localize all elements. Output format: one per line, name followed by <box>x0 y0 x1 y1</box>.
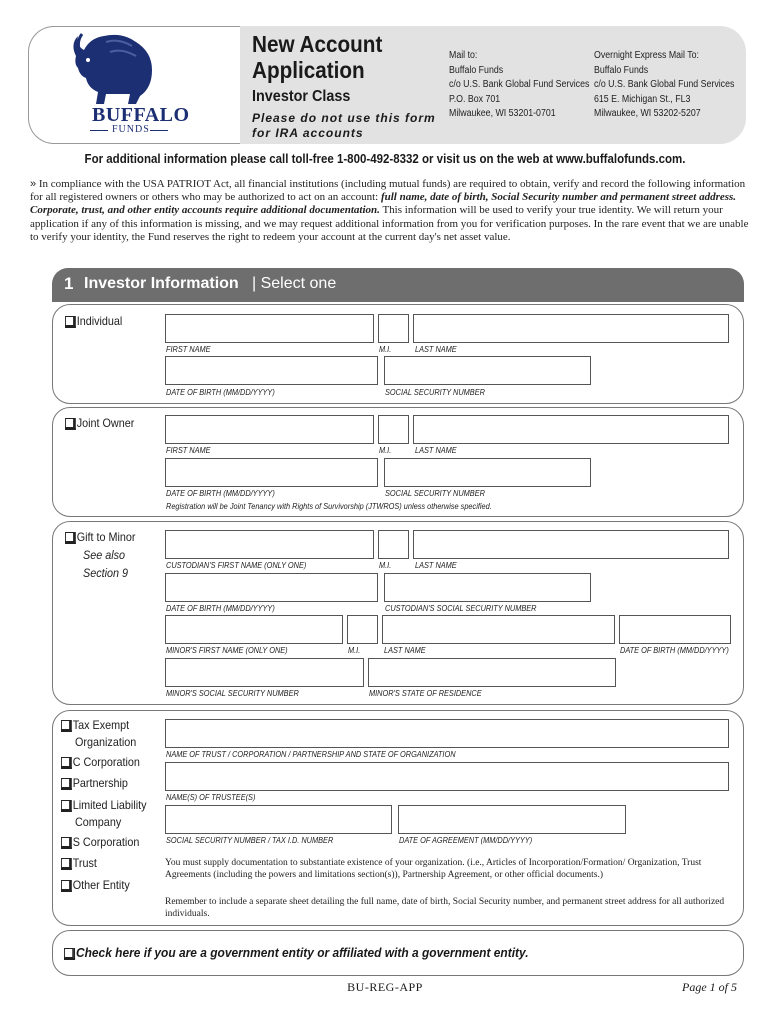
overnight-line: Overnight Express Mail To: <box>594 50 699 61</box>
gift-to-minor-label: Gift to Minor <box>76 530 136 544</box>
trust-option[interactable] <box>61 854 97 872</box>
checkbox-icon <box>61 757 70 767</box>
partnership-label: Partnership <box>72 776 128 790</box>
last-name-label: LAST NAME <box>415 345 457 354</box>
section-ref-text[interactable]: Section 9 <box>83 566 129 580</box>
government-entity-option[interactable] <box>64 945 529 960</box>
mi-label: M.I. <box>379 561 392 570</box>
patriot-text-2: This information will be used to verify your true identity. We will return your application if any of this information is missing, and we may request additional information from you for verification purposes. In the rare event that we are unable to verify your identity, the Fund reserves the right to redeem your account at the current day's net asset value. <box>30 204 749 243</box>
patriot-text-1: In compliance with the USA PATRIOT Act, all financial institutions (including mutual funds) are required to obtain, verify and record the following information for all registered owners or others who may be authorized to act on an account: <box>30 178 746 204</box>
dob-label: DATE OF BIRTH (MM/DD/YYYY) <box>166 489 275 498</box>
logo-rule-right <box>150 130 168 131</box>
minor-first-name-label: MINOR'S FIRST NAME (ONLY ONE) <box>166 646 288 655</box>
tax-id-input[interactable] <box>165 805 392 834</box>
mail-line: Mail to: <box>449 50 478 61</box>
trust-label: Trust <box>72 856 97 870</box>
documentation-note: You must supply documentation to substantiate existence of your organization. (i.e., Articles of Incorporation/Formation/ Organization, Trust Agreements (including the powers and limitations section(s)), Partnership Agreement, or other official documents.) <box>165 858 702 880</box>
partnership-option[interactable] <box>61 774 128 792</box>
individual-option[interactable] <box>65 312 122 330</box>
s-corporation-label: S Corporation <box>72 835 140 849</box>
custodian-mi-input[interactable] <box>378 530 409 559</box>
checkbox-icon <box>65 418 74 428</box>
minor-first-name-input[interactable] <box>165 615 343 644</box>
joint-dob-input[interactable] <box>165 458 378 487</box>
first-name-label: FIRST NAME <box>166 345 211 354</box>
minor-dob-label: DATE OF BIRTH (MM/DD/YYYY) <box>620 646 729 655</box>
organization-label: Organization <box>75 735 137 749</box>
mail-line: c/o U.S. Bank Global Fund Services <box>449 79 590 90</box>
tax-exempt-label: Tax Exempt <box>72 718 130 732</box>
page-title <box>252 31 382 83</box>
last-name-label: LAST NAME <box>415 446 457 455</box>
patriot-act-notice <box>30 178 750 244</box>
joint-owner-label: Joint Owner <box>76 416 135 430</box>
section-select-hint: | Select one <box>252 275 337 292</box>
gift-to-minor-panel <box>52 521 744 705</box>
section-title: Investor Information <box>84 275 239 292</box>
minor-ssn-label: MINOR'S SOCIAL SECURITY NUMBER <box>166 689 299 698</box>
company-label: Company <box>75 815 122 829</box>
minor-ssn-input[interactable] <box>165 658 364 687</box>
minor-mi-input[interactable] <box>347 615 378 644</box>
jtwros-note: Registration will be Joint Tenancy with Rights of Survivorship (JTWROS) unless otherwise specified. <box>166 502 492 511</box>
individual-mi-input[interactable] <box>378 314 409 343</box>
other-entity-label: Other Entity <box>72 878 130 892</box>
overnight-line: 615 E. Michigan St., FL3 <box>594 93 691 105</box>
s-corporation-option[interactable] <box>61 833 139 851</box>
joint-owner-panel <box>52 407 744 517</box>
entity-panel <box>52 710 744 926</box>
dob-label: DATE OF BIRTH (MM/DD/YYYY) <box>166 604 275 613</box>
checkbox-icon <box>65 316 74 326</box>
mail-line: Milwaukee, WI 53201-0701 <box>449 108 556 119</box>
ira-line-2: for IRA accounts <box>252 126 364 140</box>
individual-last-name-input[interactable] <box>413 314 729 343</box>
overnight-line: Milwaukee, WI 53202-5207 <box>594 108 701 119</box>
trustees-input[interactable] <box>165 762 729 791</box>
overnight-address <box>594 49 734 122</box>
c-corporation-label: C Corporation <box>72 755 140 769</box>
joint-owner-option[interactable] <box>65 414 134 432</box>
contact-info: For additional information please call toll-free 1-800-492-8332 or visit us on the web at www.buffalofunds.com. <box>84 152 686 166</box>
first-name-label: FIRST NAME <box>166 446 211 455</box>
trustees-label: NAME(S) OF TRUSTEE(S) <box>166 793 256 802</box>
individual-ssn-input[interactable] <box>384 356 591 385</box>
checkbox-icon <box>61 880 70 890</box>
agreement-date-label: DATE OF AGREEMENT (MM/DD/YYYY) <box>399 836 533 845</box>
see-also-text: See also <box>83 548 126 562</box>
joint-mi-input[interactable] <box>378 415 409 444</box>
checkbox-icon <box>61 858 70 868</box>
checkbox-icon <box>64 948 73 958</box>
last-name-label: LAST NAME <box>384 646 426 655</box>
mi-label: M.I. <box>379 345 392 354</box>
chevron-right-icon: » <box>30 178 37 190</box>
mi-label: M.I. <box>348 646 361 655</box>
logo-rule-left <box>90 130 108 131</box>
checkbox-icon <box>65 532 74 542</box>
page-number: Page 1 of 5 <box>682 980 737 994</box>
joint-last-name-input[interactable] <box>413 415 729 444</box>
last-name-label: LAST NAME <box>415 561 457 570</box>
overnight-line: Buffalo Funds <box>594 64 649 76</box>
logo-funds: FUNDS <box>112 124 150 135</box>
custodian-dob-input[interactable] <box>165 573 378 602</box>
minor-state-input[interactable] <box>368 658 616 687</box>
government-entity-label: Check here if you are a government entity or affiliated with a government entity. <box>75 945 529 960</box>
c-corporation-option[interactable] <box>61 753 140 771</box>
tax-exempt-option[interactable] <box>61 716 129 734</box>
form-code: BU-REG-APP <box>347 980 423 994</box>
minor-state-label: MINOR'S STATE OF RESIDENCE <box>369 689 482 698</box>
section-number: 1 <box>64 274 74 293</box>
mail-address <box>449 49 589 122</box>
buffalo-logo-icon <box>66 30 158 106</box>
joint-ssn-input[interactable] <box>384 458 591 487</box>
llc-option[interactable] <box>61 796 147 814</box>
ssn-label: SOCIAL SECURITY NUMBER <box>385 388 485 397</box>
reminder-note: Remember to include a separate sheet detailing the full name, date of birth, Social Security number, and permanent street address for all authorized individuals. <box>165 897 725 919</box>
custodian-ssn-input[interactable] <box>384 573 591 602</box>
entity-name-label: NAME OF TRUST / CORPORATION / PARTNERSHIP AND STATE OF ORGANIZATION <box>166 750 456 759</box>
tax-id-label: SOCIAL SECURITY NUMBER / TAX I.D. NUMBER <box>166 836 334 845</box>
minor-dob-input[interactable] <box>619 615 731 644</box>
gift-to-minor-option[interactable] <box>65 528 136 546</box>
dob-label: DATE OF BIRTH (MM/DD/YYYY) <box>166 388 275 397</box>
custodian-first-name-label: CUSTODIAN'S FIRST NAME (ONLY ONE) <box>166 561 307 570</box>
page-subtitle: Investor Class <box>252 88 351 105</box>
agreement-date-input[interactable] <box>398 805 626 834</box>
title-line-2: Application <box>252 57 365 83</box>
entity-name-input[interactable] <box>165 719 729 748</box>
custodian-last-name-input[interactable] <box>413 530 729 559</box>
checkbox-icon <box>61 778 70 788</box>
logo-wordmark: BUFFALO <box>92 104 190 126</box>
individual-dob-input[interactable] <box>165 356 378 385</box>
mail-line: Buffalo Funds <box>449 64 504 76</box>
minor-last-name-input[interactable] <box>382 615 615 644</box>
mail-line: P.O. Box 701 <box>449 93 501 105</box>
checkbox-icon <box>61 800 70 810</box>
llc-label: Limited Liability <box>72 798 147 812</box>
custodian-first-name-input[interactable] <box>165 530 374 559</box>
patriot-bold: full name, date of birth, Social Security number and permanent street address. Corporate, trust, and other entity accounts require additional documentation. <box>30 191 737 217</box>
checkbox-icon <box>61 837 70 847</box>
individual-label: Individual <box>76 314 123 328</box>
title-line-1: New Account <box>252 31 383 57</box>
joint-first-name-input[interactable] <box>165 415 374 444</box>
checkbox-icon <box>61 720 70 730</box>
other-entity-option[interactable] <box>61 876 130 894</box>
ssn-label: SOCIAL SECURITY NUMBER <box>385 489 485 498</box>
individual-panel <box>52 304 744 404</box>
custodian-ssn-label: CUSTODIAN'S SOCIAL SECURITY NUMBER <box>385 604 537 613</box>
overnight-line: c/o U.S. Bank Global Fund Services <box>594 79 735 90</box>
ira-warning <box>252 111 436 141</box>
mi-label: M.I. <box>379 446 392 455</box>
individual-first-name-input[interactable] <box>165 314 374 343</box>
ira-line-1: Please do not use this form <box>252 111 436 125</box>
